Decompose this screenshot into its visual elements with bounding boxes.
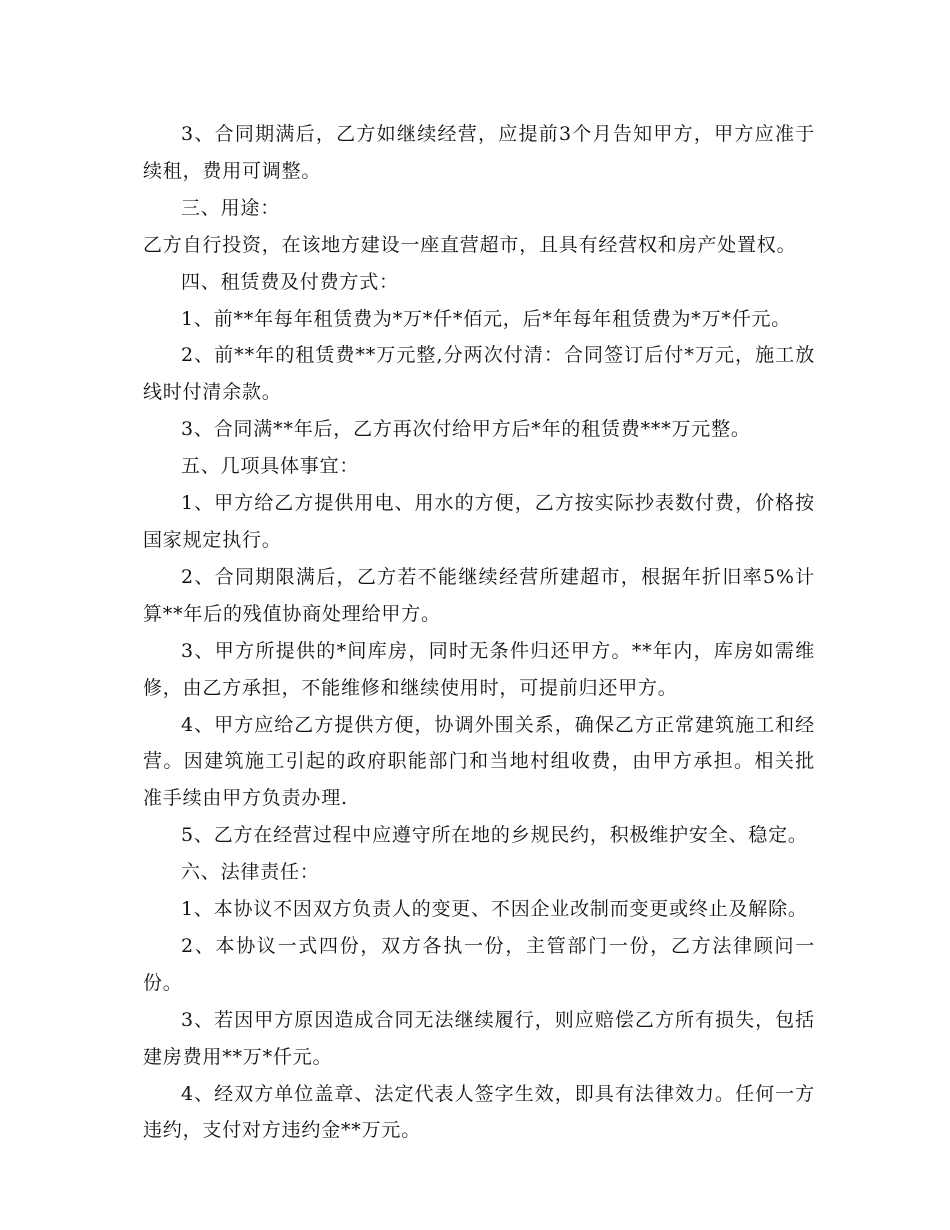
paragraph-effectiveness: 4、经双方单位盖章、法定代表人签字生效，即具有法律效力。任何一方违约，支付对方违约金**万元。 <box>143 1082 815 1142</box>
section-heading-purpose: 三、用途： <box>181 196 281 219</box>
paragraph-copies: 2、本协议一式四份，双方各执一份，主管部门一份，乙方法律顾问一份。 <box>143 934 815 994</box>
paragraph-utilities: 1、甲方给乙方提供用电、用水的方便，乙方按实际抄表数付费，价格按国家规定执行。 <box>143 492 815 551</box>
paragraph-coordination: 4、甲方应给乙方提供方便，协调外围关系，确保乙方正常建筑施工和经营。因建筑施工引起的政府职能部门和当地村组收费，由甲方承担。相关批准手续由甲方负责办理. <box>143 713 815 810</box>
document-body <box>143 116 815 1149</box>
paragraph-warehouse-return: 3、甲方所提供的*间库房，同时无条件归还甲方。**年内，库房如需维修，由乙方承担，不能维修和继续使用时，可提前归还甲方。 <box>143 639 815 699</box>
paragraph-subsequent-rent: 3、合同满**年后，乙方再次付给甲方后*年的租赁费***万元整。 <box>181 418 751 441</box>
paragraph-renewal-notice: 3、合同期满后，乙方如继续经营，应提前3个月告知甲方，甲方应准于续租，费用可调整。 <box>143 123 815 182</box>
section-heading-specific-matters: 五、几项具体事宜： <box>181 455 360 478</box>
section-heading-rent-payment: 四、租赁费及付费方式： <box>181 270 399 293</box>
paragraph-rent-rate: 1、前**年每年租赁费为*万*仟*佰元，后*年每年租赁费为*万*仟元。 <box>181 307 792 330</box>
paragraph-local-rules: 5、乙方在经营过程中应遵守所在地的乡规民约，积极维护安全、稳定。 <box>181 824 808 847</box>
paragraph-purpose: 乙方自行投资，在该地方建设一座直营超市，且具有经营权和房产处置权。 <box>143 233 797 256</box>
paragraph-payment-installments: 2、前**年的租赁费**万元整,分两次付清：合同签订后付*万元，施工放线时付清余款。 <box>143 344 815 404</box>
paragraph-residual-value: 2、合同期限满后，乙方若不能继续经营所建超市，根据年折旧率5%计算**年后的残值协商处理给甲方。 <box>143 565 815 625</box>
paragraph-agreement-continuity: 1、本协议不因双方负责人的变更、不因企业改制而变更或终止及解除。 <box>181 898 808 921</box>
section-heading-legal-liability: 六、法律责任： <box>181 861 320 884</box>
paragraph-compensation: 3、若因甲方原因造成合同无法继续履行，则应赔偿乙方所有损失，包括建房费用**万*仟元。 <box>143 1008 815 1068</box>
